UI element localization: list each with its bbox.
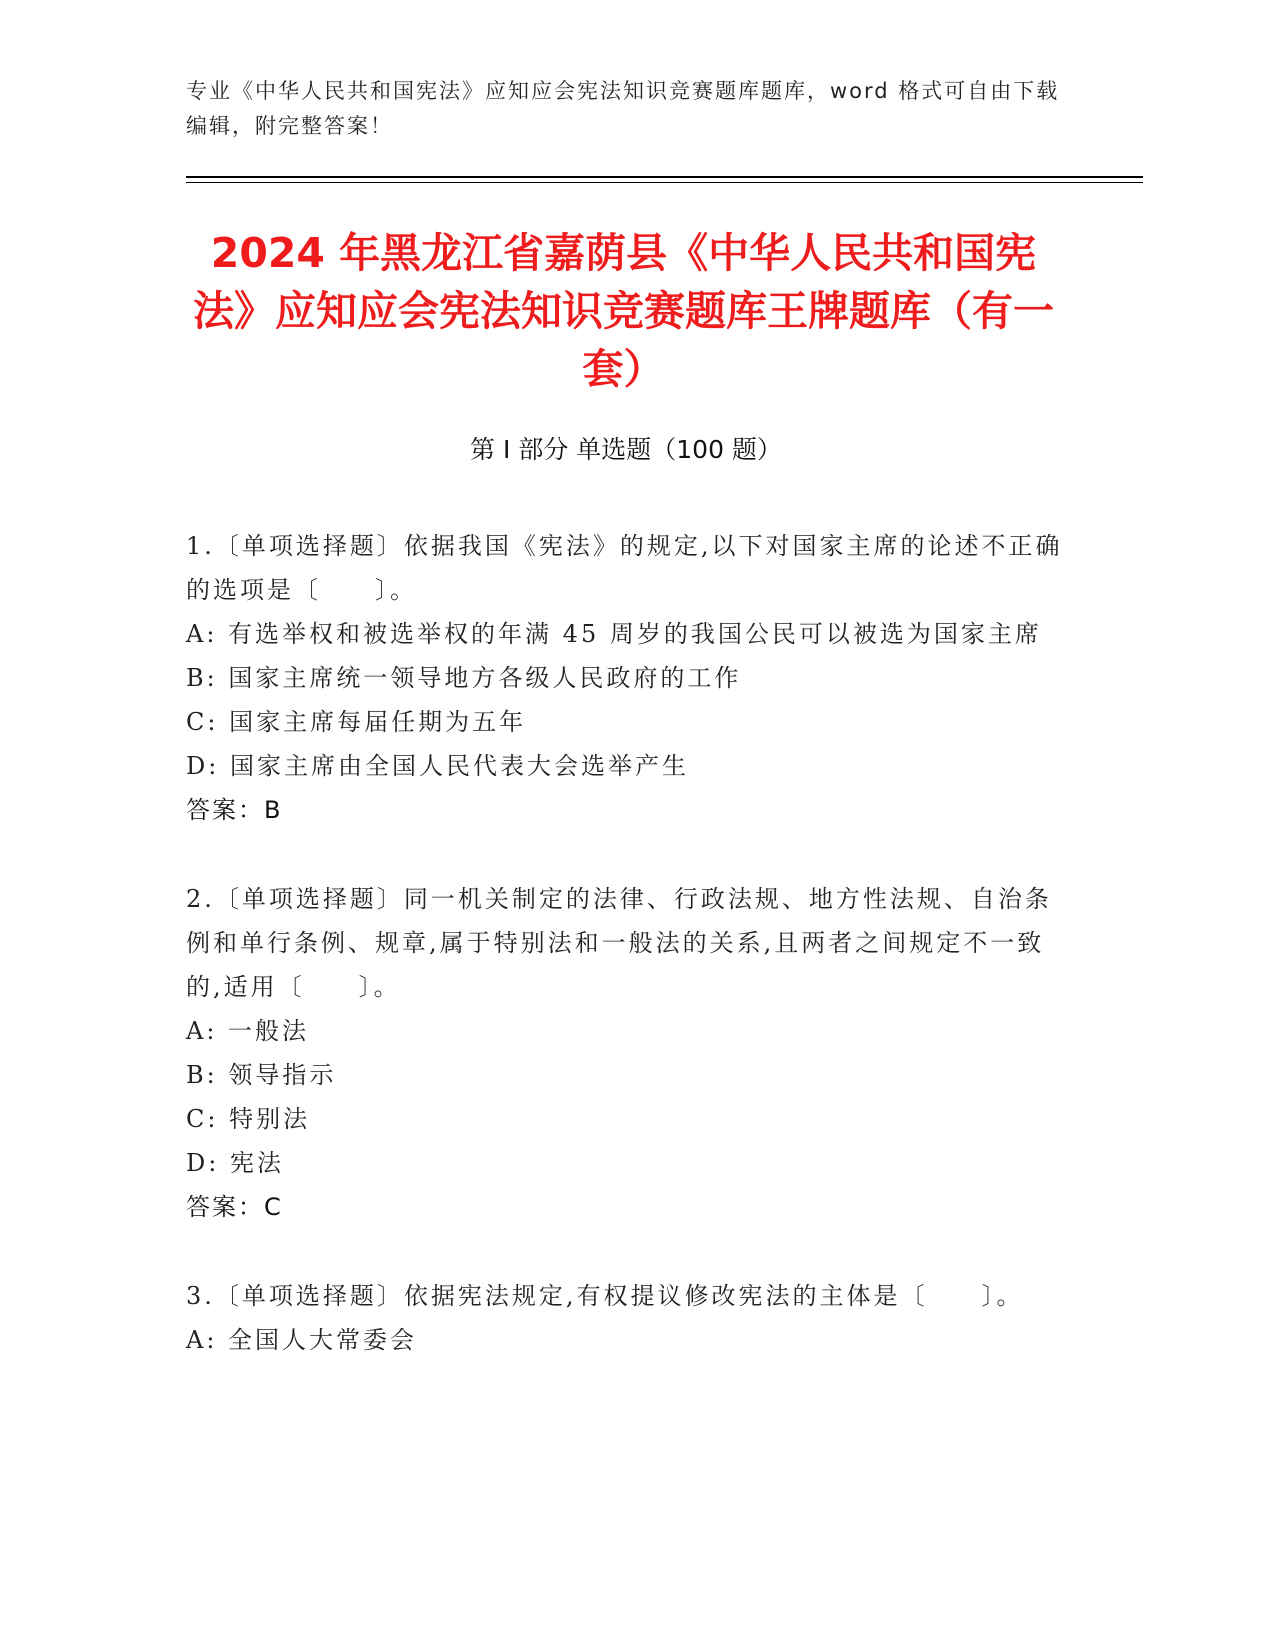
header-divider-thin xyxy=(186,182,1143,183)
option-a: A: 全国人大常委会 xyxy=(186,1326,418,1354)
answer-line: 答案：B xyxy=(186,796,283,824)
question-stem: 1.〔单项选择题〕依据我国《宪法》的规定,以下对国家主席的论述不正确的选项是〔 〕。 xyxy=(186,532,1063,604)
answer-line: 答案：C xyxy=(186,1193,283,1221)
question-2 xyxy=(186,877,1066,1229)
document-title: 2024 年黑龙江省嘉荫县《中华人民共和国宪法》应知应会宪法知识竞赛题库王牌题库（有一套） xyxy=(193,229,1054,393)
header-note: 专业《中华人民共和国宪法》应知应会宪法知识竞赛题库题库，word 格式可自由下载编辑，附完整答案！ xyxy=(186,79,1060,138)
question-3 xyxy=(186,1274,1066,1362)
option-b: B: 领导指示 xyxy=(186,1061,337,1089)
option-d: D: 宪法 xyxy=(186,1149,284,1177)
option-c: C: 特别法 xyxy=(186,1105,311,1133)
option-b: B: 国家主席统一领导地方各级人民政府的工作 xyxy=(186,664,742,692)
question-stem: 3.〔单项选择题〕依据宪法规定,有权提议修改宪法的主体是〔 〕。 xyxy=(186,1282,1024,1310)
question-list xyxy=(186,524,1066,1407)
option-a: A: 一般法 xyxy=(186,1017,310,1045)
option-a: A: 有选举权和被选举权的年满 45 周岁的我国公民可以被选为国家主席 xyxy=(186,620,1042,648)
question-stem: 2.〔单项选择题〕同一机关制定的法律、行政法规、地方性法规、自治条例和单行条例、规章,属于特别法和一般法的关系,且两者之间规定不一致的,适用〔 〕。 xyxy=(186,885,1052,1001)
option-c: C: 国家主席每届任期为五年 xyxy=(186,708,527,736)
section-heading: 第 I 部分 单选题（100 题） xyxy=(470,435,782,464)
question-1 xyxy=(186,524,1066,832)
header-divider-thick xyxy=(186,176,1143,178)
option-d: D: 国家主席由全国人民代表大会选举产生 xyxy=(186,752,689,780)
